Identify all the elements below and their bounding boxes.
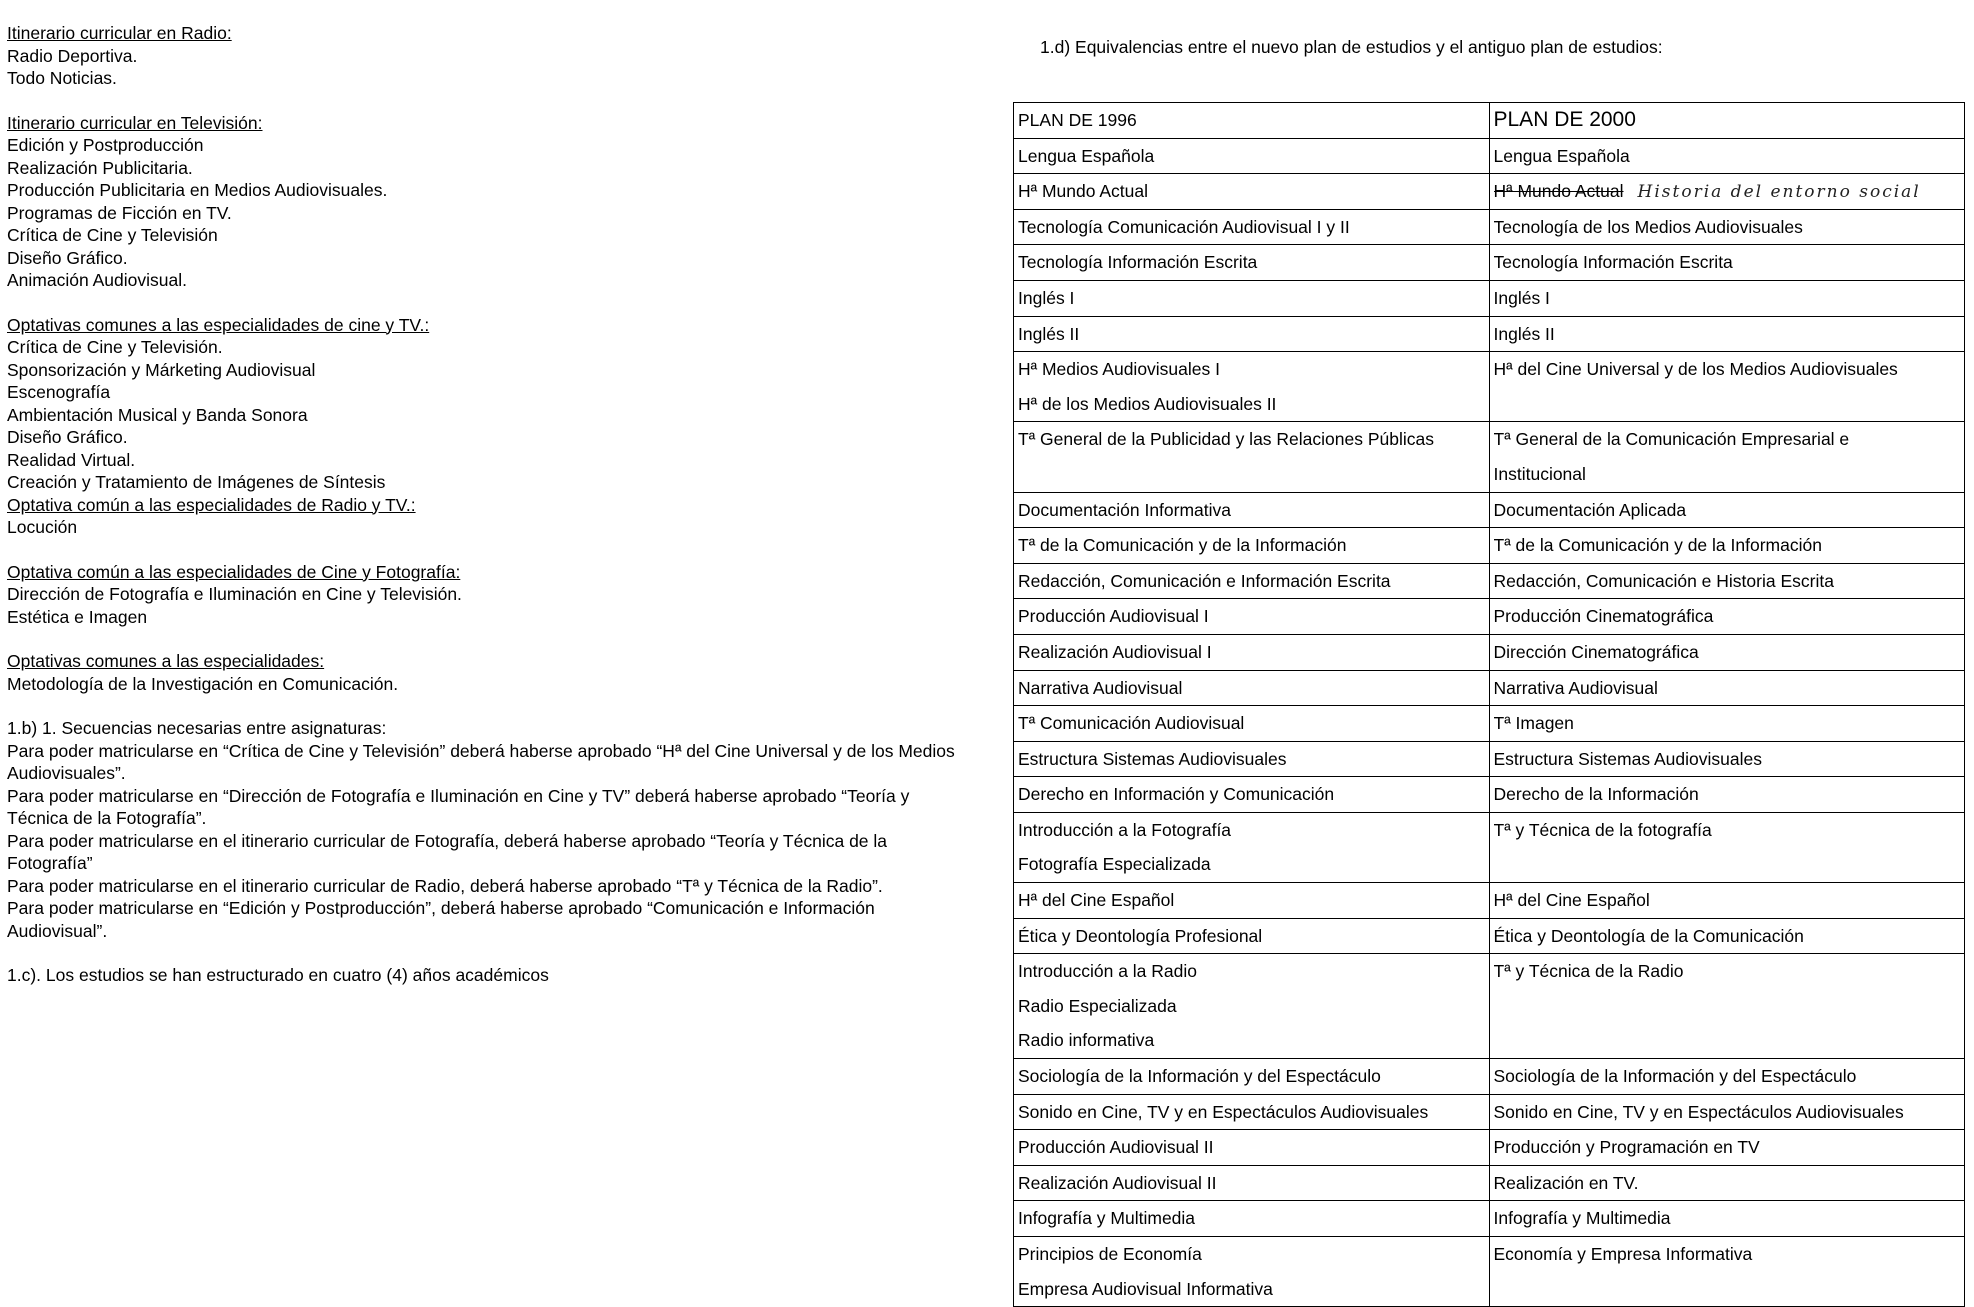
cell-line: Infografía y Multimedia: [1018, 1208, 1196, 1229]
table-row: [1014, 670, 1965, 706]
cell-line: Radio informativa: [1018, 1030, 1155, 1051]
course-item: Realización Publicitaria.: [7, 157, 193, 178]
cell-line: Principios de Economía: [1018, 1244, 1202, 1264]
estructura-text: 1.c). Los estudios se han estructurado en cuatro (4) años académicos: [7, 965, 549, 985]
struck-text: Hª Mundo Actual: [1493, 181, 1624, 202]
cell-line: Tª de la Comunicación y de la Información: [1493, 535, 1822, 556]
table-cell-old: [1014, 706, 1490, 742]
table-cell-old: [1014, 1094, 1490, 1130]
table-cell-old: [1014, 670, 1490, 706]
table-cell-new: [1489, 1094, 1965, 1130]
cell-line: Introducción a la Fotografía: [1018, 819, 1232, 840]
section-heading: Optativa común a las especialidades de Cine y Fotografía:: [7, 561, 461, 582]
table-row: [1014, 634, 1965, 670]
table-cell-new: [1489, 812, 1965, 882]
course-item: Sponsorización y Márketing Audiovisual: [7, 359, 316, 380]
table-cell-new: [1489, 280, 1965, 316]
table-cell-new: [1489, 352, 1965, 422]
cell-line: Hª Medios Audiovisuales I: [1018, 359, 1220, 380]
course-item: Creación y Tratamiento de Imágenes de Síntesis: [7, 472, 386, 492]
cell-line: Tecnología Comunicación Audiovisual I y II: [1018, 216, 1350, 237]
cell-line: Inglés I: [1493, 287, 1550, 308]
table-cell-old: [1014, 918, 1490, 954]
cell-line: Redacción, Comunicación e Información Escrita: [1018, 570, 1391, 591]
table-cell-new: [1489, 918, 1965, 954]
cell-line: Tª Imagen: [1493, 713, 1574, 734]
table-body: [1014, 103, 1965, 1307]
cell-line: Producción Cinematográfica: [1493, 606, 1714, 627]
table-cell-old: [1014, 599, 1490, 635]
section-heading: Itinerario curricular en Televisión:: [7, 112, 263, 133]
cell-line: Sociología de la Información y del Espectáculo: [1493, 1066, 1857, 1087]
table-cell-new: [1489, 634, 1965, 670]
cell-line: Producción Audiovisual I: [1018, 606, 1209, 627]
section-heading: Optativa común a las especialidades de Radio y TV.:: [7, 494, 416, 515]
course-item: Crítica de Cine y Televisión: [7, 225, 218, 245]
course-item: Programas de Ficción en TV.: [7, 202, 232, 223]
cell-line: Introducción a la Radio: [1018, 961, 1197, 982]
cell-line: Narrativa Audiovisual: [1018, 677, 1183, 698]
section-radio-tv: [7, 494, 967, 539]
secuencia-paragraph: Para poder matricularse en “Edición y Postproducción”, deberá haberse aprobado “Comunicación e Información Audiovisual”.: [7, 898, 875, 941]
table-cell-new: [1489, 1165, 1965, 1201]
cell-line: Inglés II: [1018, 323, 1080, 344]
course-item: Diseño Gráfico.: [7, 427, 128, 447]
table-cell-new: [1489, 245, 1965, 281]
header-new-label: PLAN DE 2000: [1493, 108, 1636, 131]
table-cell-old: [1014, 883, 1490, 919]
table-row: [1014, 528, 1965, 564]
table-cell-old: [1014, 1130, 1490, 1166]
cell-line: Documentación Aplicada: [1493, 499, 1687, 520]
table-cell-old: [1014, 954, 1490, 1059]
header-cell-old: [1014, 103, 1490, 139]
table-row: [1014, 316, 1965, 352]
table-cell-old: [1014, 1059, 1490, 1095]
table-cell-old: [1014, 209, 1490, 245]
cell-line: Inglés II: [1493, 323, 1555, 344]
cell-line: Empresa Audiovisual Informativa: [1018, 1278, 1273, 1299]
table-cell-new: [1489, 599, 1965, 635]
table-row: [1014, 422, 1965, 492]
course-item: Ambientación Musical y Banda Sonora: [7, 404, 308, 425]
course-item: Metodología de la Investigación en Comunicación.: [7, 673, 399, 694]
table-cell-old: [1014, 352, 1490, 422]
table-cell-old: [1014, 528, 1490, 564]
table-row: [1014, 1059, 1965, 1095]
table-cell-old: [1014, 1165, 1490, 1201]
cell-line: Tª de la Comunicación y de la Información: [1018, 535, 1347, 556]
section-heading: Optativas comunes a las especialidades de cine y TV.:: [7, 314, 430, 335]
secuencias-title: 1.b) 1. Secuencias necesarias entre asignaturas:: [7, 718, 387, 738]
cell-line: Estructura Sistemas Audiovisuales: [1018, 748, 1287, 769]
table-row: [1014, 1130, 1965, 1166]
handwritten-note: Historia del entorno social: [1637, 182, 1921, 203]
table-row: [1014, 954, 1965, 1059]
section-tv: [7, 112, 967, 292]
section-estructura: [7, 964, 967, 987]
course-item: Escenografía: [7, 382, 111, 402]
table-row: [1014, 245, 1965, 281]
table-cell-new: [1489, 777, 1965, 813]
table-row: [1014, 741, 1965, 777]
cell-line: Lengua Española: [1493, 145, 1630, 166]
cell-line: Tª y Técnica de la Radio: [1493, 961, 1684, 982]
cell-line: Hª del Cine Universal y de los Medios Audiovisuales: [1493, 359, 1898, 380]
course-item: Estética e Imagen: [7, 606, 148, 627]
table-row: [1014, 492, 1965, 528]
cell-line: Hª del Cine Español: [1493, 890, 1650, 911]
section-heading: Itinerario curricular en Radio:: [7, 23, 232, 43]
cell-line: Fotografía Especializada: [1018, 854, 1211, 875]
course-item: Realidad Virtual.: [7, 449, 136, 470]
cell-line: Documentación Informativa: [1018, 499, 1232, 520]
cell-line: Tª Comunicación Audiovisual: [1018, 713, 1245, 734]
table-cell-new: [1489, 492, 1965, 528]
table-cell-new: [1489, 528, 1965, 564]
secuencia-paragraph: Para poder matricularse en el itinerario curricular de Radio, deberá haberse aprobado “Tª y Técnica de la Radio”.: [7, 875, 883, 896]
secuencia-paragraph: Para poder matricularse en “Crítica de Cine y Televisión” deberá haberse aprobado “Hª del Cine Universal y de los Medios Audiovisuales”.: [7, 740, 955, 783]
course-item: Producción Publicitaria en Medios Audiovisuales.: [7, 180, 388, 200]
section-radio: [7, 22, 967, 90]
table-row: [1014, 777, 1965, 813]
table-cell-new: [1489, 138, 1965, 174]
table-row: [1014, 563, 1965, 599]
cell-line: Radio Especializada: [1018, 995, 1177, 1016]
cell-line: Realización Audiovisual II: [1018, 1172, 1217, 1193]
table-cell-old: [1014, 174, 1490, 210]
table-cell-old: [1014, 316, 1490, 352]
cell-line: Sonido en Cine, TV y en Espectáculos Audiovisuales: [1018, 1101, 1429, 1122]
table-cell-new: [1489, 706, 1965, 742]
course-item: Locución: [7, 517, 78, 537]
cell-line: Realización en TV.: [1493, 1172, 1639, 1193]
course-item: Dirección de Fotografía e Iluminación en Cine y Televisión.: [7, 584, 462, 604]
cell-line: Economía y Empresa Informativa: [1493, 1244, 1753, 1264]
table-row: [1014, 1237, 1965, 1307]
course-item: Edición y Postproducción: [7, 135, 204, 155]
table-cell-old: [1014, 280, 1490, 316]
course-item: Todo Noticias.: [7, 68, 117, 88]
cell-line: Tecnología Información Escrita: [1493, 252, 1733, 273]
section-comunes: [7, 650, 967, 695]
table-cell-old: [1014, 245, 1490, 281]
cell-line: Institucional: [1493, 463, 1586, 484]
table-row: [1014, 352, 1965, 422]
table-cell-new: [1489, 1059, 1965, 1095]
table-row: [1014, 1201, 1965, 1237]
section-secuencias: [7, 717, 967, 942]
cell-line: Producción y Programación en TV: [1493, 1137, 1760, 1158]
cell-line: [1494, 174, 1961, 209]
table-cell-old: [1014, 1201, 1490, 1237]
table-cell-old: [1014, 634, 1490, 670]
cell-line: Dirección Cinematográfica: [1493, 641, 1699, 662]
table-row: [1014, 1165, 1965, 1201]
course-item: Diseño Gráfico.: [7, 247, 128, 268]
table-cell-old: [1014, 812, 1490, 882]
cell-line: Hª del Cine Español: [1018, 890, 1175, 911]
section-cine-tv: [7, 314, 967, 494]
table-cell-old: [1014, 741, 1490, 777]
cell-line: Narrativa Audiovisual: [1493, 677, 1658, 698]
cell-line: Infografía y Multimedia: [1493, 1208, 1671, 1229]
cell-line: Ética y Deontología Profesional: [1018, 925, 1263, 946]
course-item: Radio Deportiva.: [7, 45, 138, 66]
table-cell-new: [1489, 174, 1965, 210]
table-row: [1014, 209, 1965, 245]
cell-line: Tª General de la Comunicación Empresarial e: [1493, 429, 1850, 450]
secuencia-paragraph: Para poder matricularse en el itinerario curricular de Fotografía, deberá haberse aprobado “Teoría y Técnica de la Fotografía”: [7, 830, 888, 873]
cell-line: Ética y Deontología de la Comunicación: [1493, 925, 1804, 946]
equivalencias-table: [1013, 102, 1965, 1307]
table-cell-new: [1489, 954, 1965, 1059]
table-cell-new: [1489, 883, 1965, 919]
course-item: Crítica de Cine y Televisión.: [7, 337, 223, 357]
table-cell-old: [1014, 563, 1490, 599]
cell-line: Tª General de la Publicidad y las Relaciones Públicas: [1018, 429, 1435, 450]
table-row: [1014, 280, 1965, 316]
table-cell-new: [1489, 316, 1965, 352]
cell-line: Realización Audiovisual I: [1018, 641, 1212, 662]
table-row: [1014, 138, 1965, 174]
table-header-row: [1014, 103, 1965, 139]
table-cell-new: [1489, 563, 1965, 599]
cell-line: Derecho en Información y Comunicación: [1018, 784, 1335, 805]
table-cell-old: [1014, 777, 1490, 813]
left-column: [7, 22, 967, 1009]
table-cell-new: [1489, 422, 1965, 492]
table-cell-new: [1489, 209, 1965, 245]
cell-line: Redacción, Comunicación e Historia Escrita: [1493, 570, 1834, 591]
cell-line: Derecho de la Información: [1493, 784, 1699, 805]
equivalencias-title: 1.d) Equivalencias entre el nuevo plan de estudios y el antiguo plan de estudios:: [1040, 37, 1663, 57]
table-cell-new: [1489, 741, 1965, 777]
cell-line: Tª y Técnica de la fotografía: [1493, 819, 1712, 840]
table-cell-new: [1489, 1237, 1965, 1307]
cell-line: Tecnología Información Escrita: [1018, 252, 1258, 273]
course-item: Animación Audiovisual.: [7, 270, 187, 290]
cell-line: Inglés I: [1018, 287, 1075, 308]
cell-line: Sociología de la Información y del Espectáculo: [1018, 1066, 1381, 1087]
table-row: [1014, 883, 1965, 919]
table-cell-old: [1014, 1237, 1490, 1307]
cell-line: Estructura Sistemas Audiovisuales: [1493, 748, 1762, 769]
table-row: [1014, 918, 1965, 954]
secuencia-paragraph: Para poder matricularse en “Dirección de Fotografía e Iluminación en Cine y TV” deberá haberse aprobado “Teoría y Técnica de la Fotografía”.: [7, 785, 910, 828]
table-cell-old: [1014, 492, 1490, 528]
section-heading: Optativas comunes a las especialidades:: [7, 651, 325, 671]
table-cell-new: [1489, 1130, 1965, 1166]
cell-line: Hª Mundo Actual: [1018, 181, 1149, 202]
table-row: [1014, 812, 1965, 882]
table-row: [1014, 706, 1965, 742]
table-row: [1014, 599, 1965, 635]
table-cell-new: [1489, 670, 1965, 706]
table-cell-new: [1489, 1201, 1965, 1237]
table-row: [1014, 1094, 1965, 1130]
table-row: [1014, 174, 1965, 210]
cell-line: Producción Audiovisual II: [1018, 1137, 1214, 1158]
header-old-label: PLAN DE 1996: [1018, 110, 1137, 130]
header-cell-new: [1489, 103, 1965, 139]
table-cell-old: [1014, 422, 1490, 492]
cell-line: Lengua Española: [1018, 145, 1155, 166]
table-cell-old: [1014, 138, 1490, 174]
cell-line: Hª de los Medios Audiovisuales II: [1018, 393, 1277, 414]
section-cine-foto: [7, 561, 967, 629]
cell-line: Tecnología de los Medios Audiovisuales: [1493, 216, 1803, 237]
cell-line: Sonido en Cine, TV y en Espectáculos Audiovisuales: [1493, 1101, 1904, 1122]
